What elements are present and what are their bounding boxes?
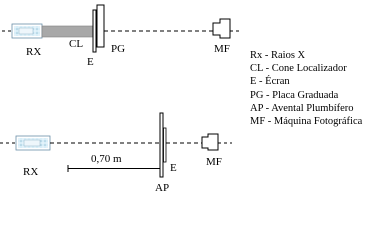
legend-item-e: E - Écran: [250, 76, 290, 88]
top-label-e: E: [87, 56, 94, 68]
legend-item-rx: Rx - Raios X: [250, 50, 306, 61]
top-xray-tube: [12, 24, 42, 38]
bottom-label-rx: RX: [23, 166, 39, 178]
top-graduated-plate: [97, 5, 104, 47]
top-label-pg: PG: [111, 43, 126, 55]
bottom-camera: [202, 134, 218, 150]
top-label-cl: CL: [69, 38, 84, 50]
bottom-label-mf: MF: [206, 156, 222, 168]
bottom-ecran: [164, 128, 167, 162]
bottom-xray-tube: [16, 136, 50, 150]
top-setup: [2, 5, 240, 68]
top-camera: [213, 19, 230, 38]
bottom-label-e: E: [170, 162, 177, 174]
distance-label: 0,70 m: [91, 153, 122, 165]
bottom-lead-apron: [160, 113, 163, 177]
top-label-mf: MF: [214, 43, 230, 55]
top-localizer-cone: [42, 26, 94, 37]
top-ecran: [93, 10, 96, 52]
bottom-setup: [0, 113, 232, 194]
top-label-rx: RX: [26, 46, 42, 58]
legend-item-cl: CL - Cone Localizador: [250, 63, 347, 75]
legend: [250, 49, 362, 128]
legend-item-ap: AP - Avental Plumbífero: [250, 102, 354, 114]
bottom-label-ap: AP: [155, 182, 170, 194]
legend-item-mf: MF - Máquina Fotográfica: [250, 116, 363, 128]
legend-item-pg: PG - Placa Graduada: [250, 89, 339, 101]
